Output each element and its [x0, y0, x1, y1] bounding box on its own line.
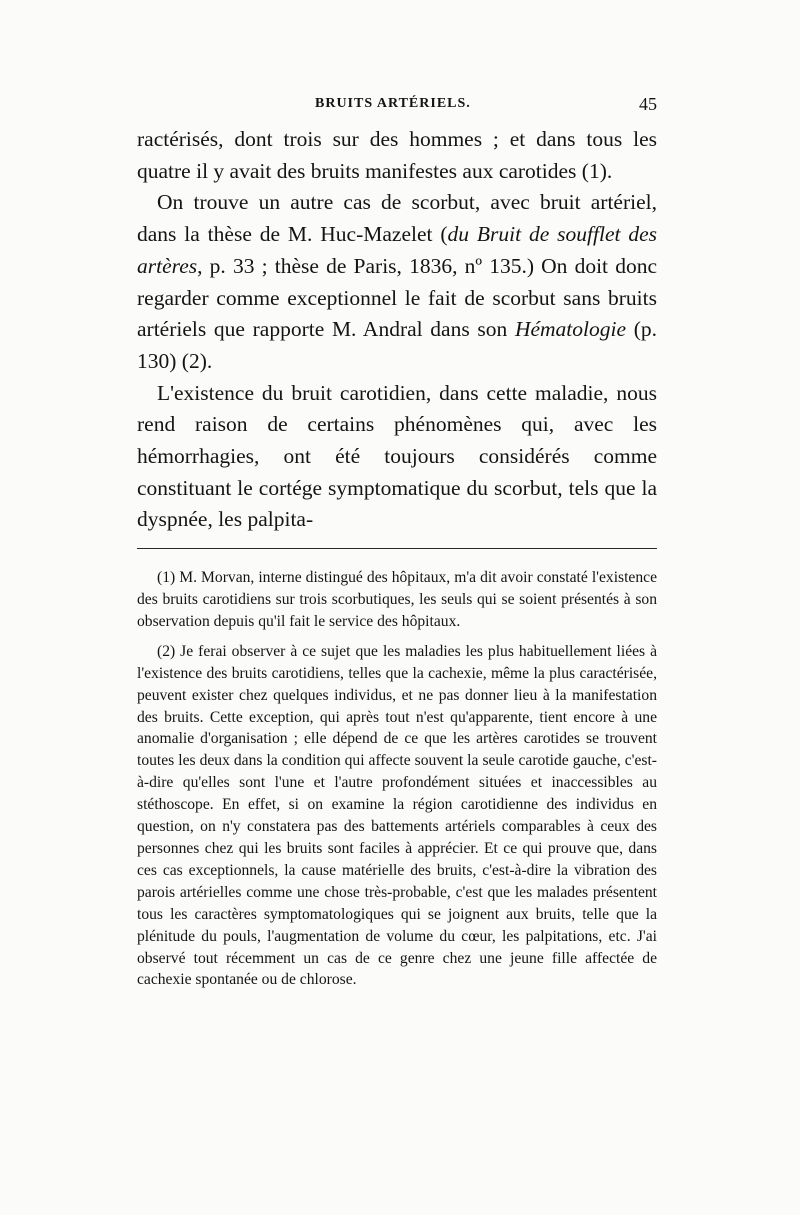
paragraph-3: L'existence du bruit carotidien, dans cette maladie, nous rend raison de certains phénomènes qui, avec les hémorrhagies, ont été toujours considérés comme constituant le cortége symptomatique du scorbut, tels que la dyspnée, les palpita-	[137, 380, 657, 532]
footnote-1	[137, 567, 657, 633]
running-title: BRUITS ARTÉRIELS.	[315, 96, 471, 111]
paragraph-2-title-italic: du Bruit de soufflet des artères	[137, 222, 657, 278]
footnote-divider	[137, 548, 657, 549]
footnote-1-label: (1)	[157, 569, 176, 587]
footnote-1-text: M. Morvan, interne distingué des hôpitaux, m'a dit avoir constaté l'existence des bruits carotidiens sur trois scorbutiques, les seuls qui se soient présentés à son observation depuis qu'il fait le service des hôpitaux.	[137, 569, 657, 630]
page-header	[137, 96, 657, 120]
paragraph-2	[137, 187, 657, 377]
paragraph-2-text-c: (p. 130) (2).	[137, 317, 657, 373]
paragraph-2-book-italic: Hématologie	[514, 317, 627, 342]
paragraph-2-text-a: On trouve un autre cas de scorbut, avec bruit artériel, dans la thèse de M. Huc-Mazelet (	[137, 190, 657, 247]
book-page	[137, 96, 657, 991]
footnote-2-label: (2)	[157, 642, 176, 660]
paragraph-1: ractérisés, dont trois sur des hommes ; et dans tous les quatre il y avait des bruits manifestes aux carotides (1).	[137, 127, 657, 183]
body-text	[137, 124, 657, 536]
footnotes	[137, 567, 657, 991]
footnote-2-text: Je ferai observer à ce sujet que les maladies les plus habituellement liées à l'existence des bruits carotidiens, telles que la cachexie, même la plus caractérisée, peuvent exister chez quelques individus, et ne pas donner lieu à la manifestation des bruits. Cette exception, qui après tout n'est qu'apparente, tient encore à une anomalie d'organisation ; elle dépend de ce que les artères carotides se trouvent toutes les deux dans la condition qui affecte souvent la seule carotide gauche, c'est-à-dire qu'elles sont l'une et l'autre profondément situées et inaccessibles au stéthoscope. En effet, si on examine la région carotidienne des individus en question, on n'y constatera pas des battements artériels comparables à ceux des personnes chez qui les bruits sont faciles à apprécier. Et ce qui prouve que, dans ces cas exceptionnels, la cause matérielle des bruits, c'est-à-dire la vibration des parois artérielles comme une chose très-probable, c'est que les malades présentent tous les caractères symptomatologiques qui se joignent aux bruits, telle que la plénitude du pouls, l'augmentation de volume du cœur, les palpitations, etc. J'ai observé tout récemment un cas de ce genre chez une jeune fille affectée de cachexie spontanée ou de chlorose.	[137, 642, 658, 989]
paragraph-2-text-b: , p. 33 ; thèse de Paris, 1836, nº 135.) On doit donc regarder comme exceptionnel le fait de scorbut sans bruits artériels que rapporte M. Andral dans son	[137, 253, 657, 342]
footnote-2	[137, 641, 657, 992]
page-number: 45	[639, 94, 657, 114]
